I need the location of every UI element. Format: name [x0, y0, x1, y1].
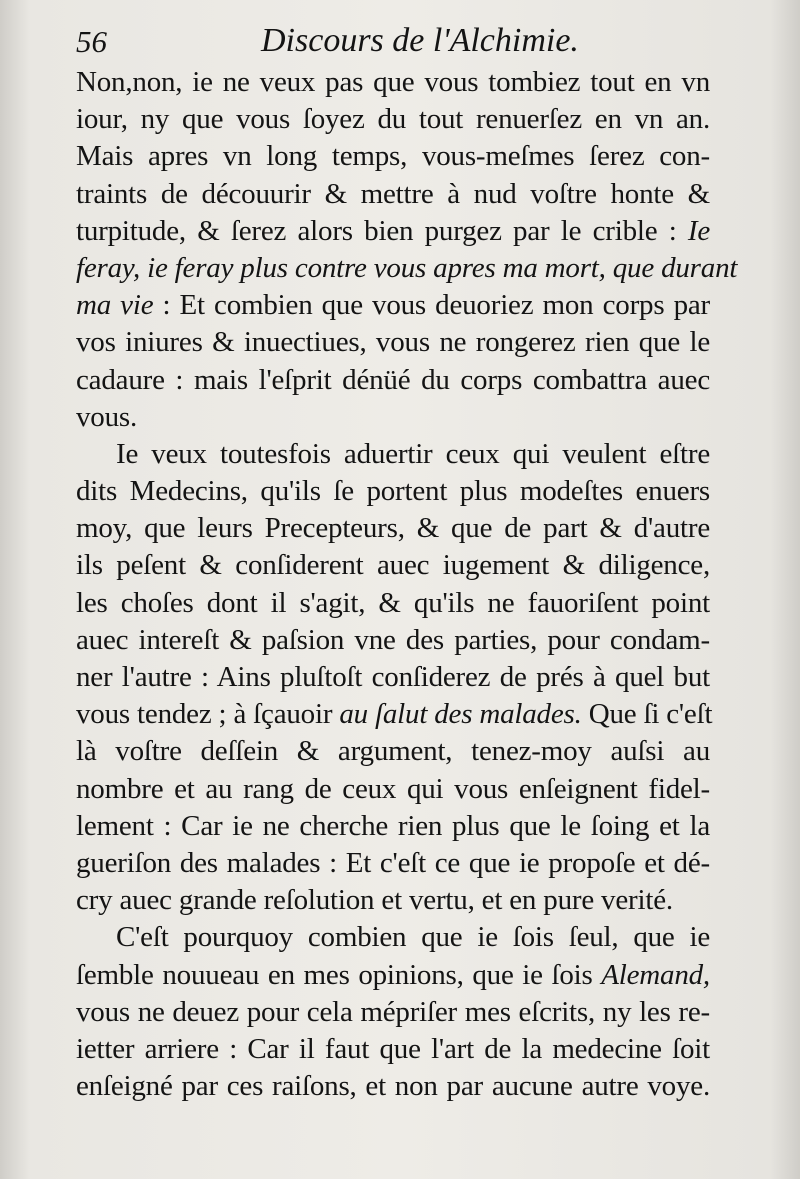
text-line	[76, 362, 710, 399]
text-line	[76, 957, 710, 994]
text-run: gueriſon des malades : Et c'eſt ce que ie propoſe et dé-	[76, 846, 710, 879]
text-run: moy, que leurs Precepteurs, & que de part & d'autre	[76, 512, 710, 545]
text-line	[76, 845, 710, 882]
text-line	[76, 808, 710, 845]
text-run: auec intereſt & paſsion vne des parties, pour condam-	[76, 623, 710, 656]
text-run: ſemble nouueau en mes opinions, que ie ſois	[76, 958, 602, 991]
body-text	[76, 64, 738, 1105]
text-line	[76, 64, 710, 101]
text-line	[76, 510, 710, 547]
text-line	[76, 1031, 710, 1068]
text-run: traints de découurir & mettre à nud voſtre honte &	[76, 177, 710, 210]
text-run: nombre et au rang de ceux qui vous enſeignent fidel-	[76, 772, 710, 805]
text-line	[76, 436, 710, 473]
text-line	[76, 919, 710, 956]
text-line	[76, 696, 713, 733]
text-run: ner l'autre : Ains pluſtoſt conſiderez de prés à quel but	[76, 661, 710, 693]
page-header	[76, 22, 716, 64]
italic-text: ma vie	[76, 289, 154, 322]
text-line	[76, 659, 710, 696]
text-line	[76, 287, 710, 324]
text-line	[76, 176, 710, 213]
text-run: iour, ny que vous ſoyez du tout renuerſez en vn an.	[76, 103, 710, 136]
text-line	[76, 882, 710, 919]
text-run: les choſes dont il s'agit, & qu'ils ne fauoriſent point	[76, 586, 710, 619]
text-line	[76, 399, 710, 436]
text-line	[76, 622, 710, 659]
text-line	[76, 138, 710, 175]
text-run: cry auec grande reſolution et vertu, et en pure verité.	[76, 884, 673, 917]
italic-text: au ſalut des malades.	[339, 698, 582, 731]
text-line	[76, 101, 710, 138]
text-line	[76, 473, 710, 510]
text-run: turpitude, & ſerez alors bien purgez par le crible :	[76, 214, 688, 247]
text-run: cadaure : mais l'eſprit dénüé du corps combattra auec	[76, 363, 710, 396]
italic-text: Alemand,	[601, 958, 710, 991]
text-run: vos iniures & inuectiues, vous ne rongerez rien que le	[76, 326, 710, 359]
text-line	[76, 994, 710, 1031]
text-run: ietter arriere : Car il faut que l'art de la medecine ſoit	[76, 1032, 710, 1065]
text-line	[76, 213, 710, 250]
text-run: vous ne deuez pour cela mépriſer mes eſcrits, ny les re-	[76, 995, 710, 1028]
text-line	[76, 771, 710, 808]
page-number: 56	[76, 24, 107, 59]
running-title: Discours de l'Alchimie.	[261, 22, 579, 59]
italic-text: feray, ie feray plus contre vous apres ma mort, que durant	[76, 251, 738, 284]
text-line	[76, 585, 710, 622]
text-run: dits Medecins, qu'ils ſe portent plus modeſtes enuers	[76, 475, 710, 508]
text-run: ils peſent & conſiderent auec iugement & diligence,	[76, 549, 710, 582]
italic-text: Ie	[687, 214, 710, 247]
text-run: lement : Car ie ne cherche rien plus que le ſoing et la	[76, 809, 710, 842]
text-run: vous tendez ; à ſçauoir	[76, 698, 340, 731]
text-run: enſeigné par ces raiſons, et non par aucune autre voye.	[76, 1070, 710, 1103]
text-run: Que ſi c'eſt	[581, 698, 713, 731]
text-line	[76, 250, 738, 287]
text-run: là voſtre deſſein & argument, tenez-moy auſsi au	[76, 735, 710, 768]
text-run: : Et combien que vous deuoriez mon corps par	[153, 289, 711, 322]
text-run: vous.	[76, 400, 138, 433]
text-line	[76, 324, 710, 361]
text-line	[76, 733, 710, 770]
text-run: C'eſt pourquoy combien que ie ſois ſeul, que ie	[116, 921, 710, 954]
text-run: Ie veux toutesfois aduertir ceux qui veulent eſtre	[116, 437, 710, 470]
text-line	[76, 1068, 710, 1105]
text-line	[76, 547, 710, 584]
text-run: Mais apres vn long temps, vous-meſmes ſerez con-	[76, 140, 710, 173]
text-run: Non,non, ie ne veux pas que vous tombiez tout en vn	[76, 66, 710, 98]
